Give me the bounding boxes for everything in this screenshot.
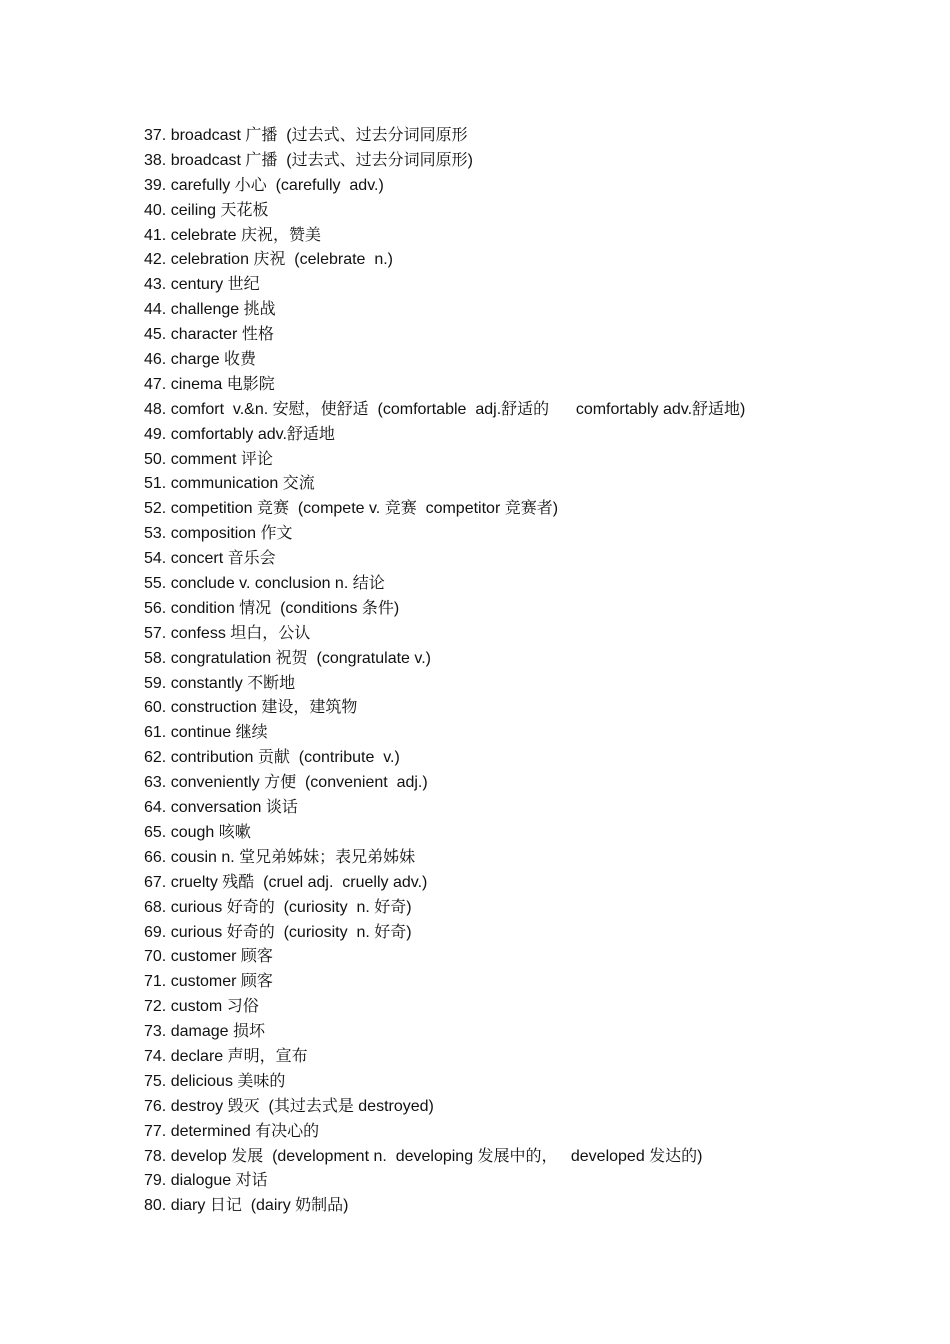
vocab-entry: 37. broadcast 广播 (过去式、过去分词同原形 [144,127,468,144]
vocab-entry: 41. celebrate 庆祝，赞美 [144,226,321,244]
vocab-entry: 64. conversation 谈话 [144,799,298,817]
vocab-entry: 58. congratulation 祝贺 (congratulate v.) [144,649,431,667]
vocab-entry: 72. custom 习俗 [144,998,259,1016]
vocab-entry: 40. ceiling 天花板 [144,201,269,219]
vocab-entry: 45. character 性格 [144,326,274,344]
vocab-entry: 62. contribution 贡献 (contribute v.) [144,749,400,767]
vocab-entry: 47. cinema 电影院 [144,375,275,393]
vocab-entry: 76. destroy 毁灭 (其过去式是 destroyed) [144,1097,434,1115]
vocab-entry: 78. develop 发展 (development n. developing 发展中的， developed 发达的) [144,1147,703,1165]
vocab-entry: 48. comfort v.&n. 安慰，使舒适 (comfortable adj.舒适的 comfortably adv.舒适地) [144,400,746,418]
vocab-entry: 74. declare 声明，宣布 [144,1047,308,1065]
vocabulary-list [144,124,924,1219]
vocab-entry: 57. confess 坦白，公认 [144,624,311,642]
vocab-entry: 42. celebration 庆祝 (celebrate n.) [144,251,394,269]
vocab-entry: 60. construction 建设，建筑物 [144,699,358,717]
vocab-entry: 65. cough 咳嗽 [144,823,251,841]
vocab-entry: 43. century 世纪 [144,276,260,294]
vocab-entry: 49. comfortably adv.舒适地 [144,425,335,443]
vocab-entry: 69. curious 好奇的 (curiosity n. 好奇) [144,923,412,941]
vocab-entry: 54. concert 音乐会 [144,550,276,568]
vocab-entry: 51. communication 交流 [144,475,315,493]
vocab-entry: 61. continue 继续 [144,724,268,742]
vocab-entry: 77. determined 有决心的 [144,1122,320,1140]
vocab-entry: 53. composition 作文 [144,525,293,543]
vocab-entry: 73. damage 损坏 [144,1023,265,1041]
vocab-entry: 52. competition 竞赛 (compete v. 竞赛 competitor 竞赛者) [144,500,559,518]
vocab-entry: 56. condition 情况 (conditions 条件) [144,599,400,617]
vocab-entry: 79. dialogue 对话 [144,1172,268,1190]
vocab-entry: 80. diary 日记 (dairy 奶制品) [144,1197,349,1215]
vocab-entry: 75. delicious 美味的 [144,1072,286,1090]
vocab-entry: 70. customer 顾客 [144,948,273,966]
vocab-entry: 67. cruelty 残酷 (cruel adj. cruelly adv.) [144,873,428,891]
vocab-entry: 46. charge 收费 [144,351,257,369]
vocab-entry: 63. conveniently 方便 (convenient adj.) [144,774,428,792]
vocab-entry: 38. broadcast 广播 (过去式、过去分词同原形) [144,151,473,169]
vocab-entry: 50. comment 评论 [144,450,273,468]
vocab-entry: 68. curious 好奇的 (curiosity n. 好奇) [144,898,412,916]
vocab-entry: 44. challenge 挑战 [144,301,276,319]
vocab-entry: 71. customer 顾客 [144,973,273,991]
vocab-entry: 66. cousin n. 堂兄弟姊妹；表兄弟姊妹 [144,848,416,866]
vocab-entry: 39. carefully 小心 (carefully adv.) [144,176,384,194]
vocab-entry: 59. constantly 不断地 [144,674,296,692]
vocab-entry: 55. conclude v. conclusion n. 结论 [144,575,385,593]
